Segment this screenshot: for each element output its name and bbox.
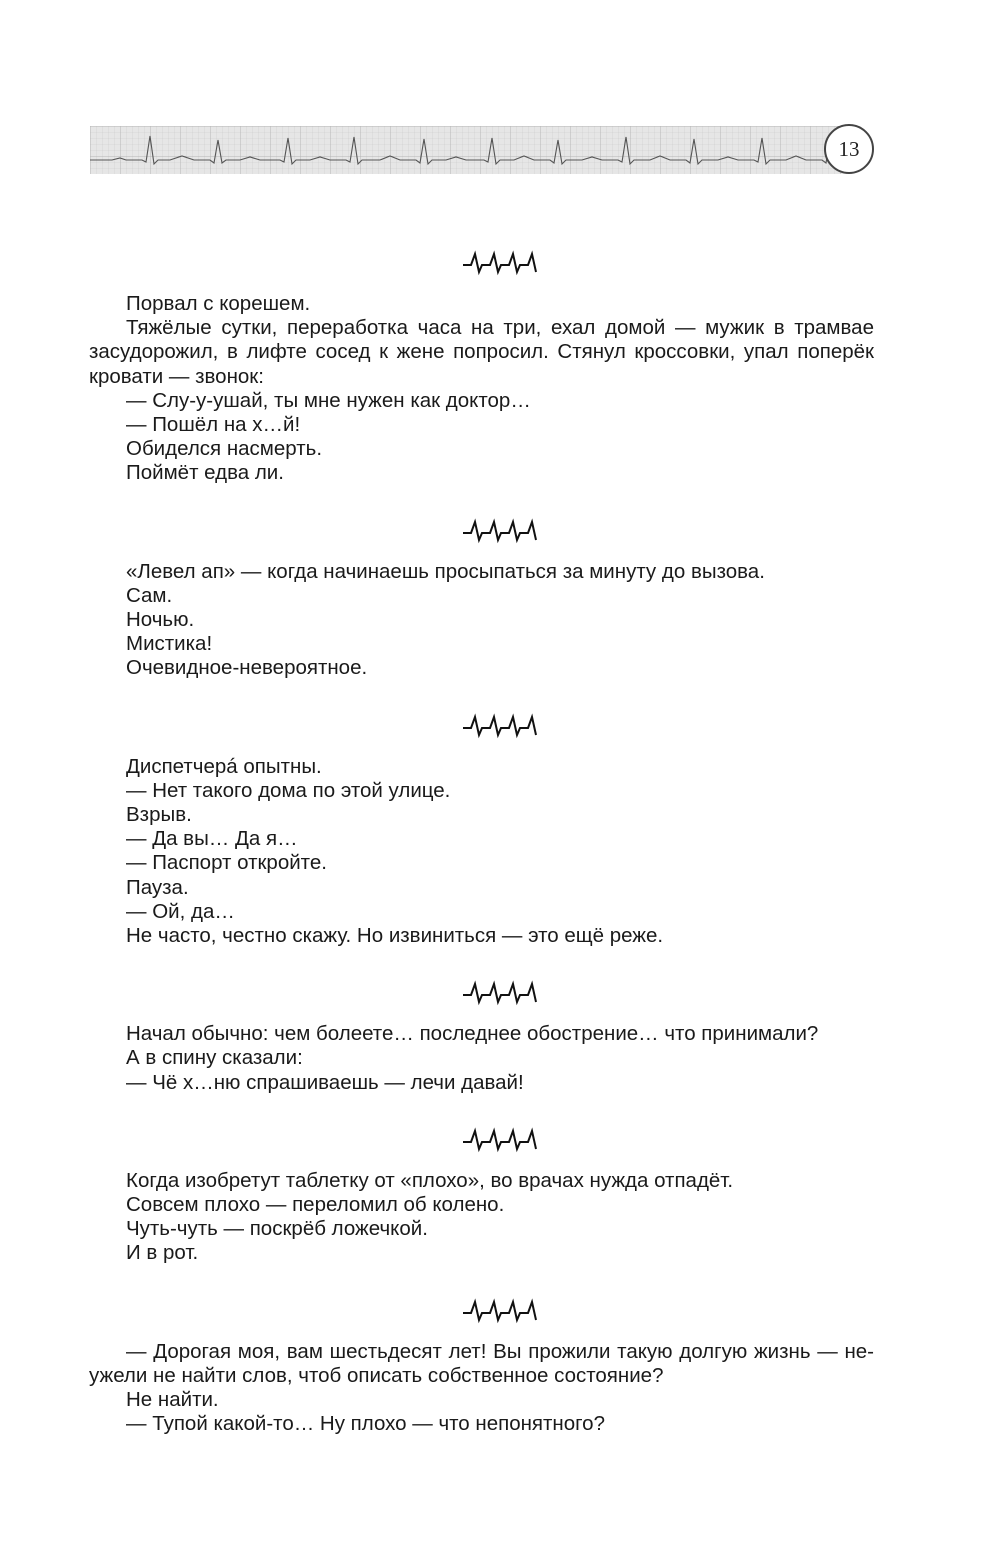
text-line: Совсем плохо — переломил об колено.: [126, 1193, 505, 1217]
text-line: — Пошёл на х…й!: [126, 413, 301, 437]
text-line: Взрыв.: [126, 803, 192, 827]
text-line: — Дорогая моя, вам шестьдесят лет! Вы прожили такую долгую жизнь — не-: [126, 1339, 874, 1363]
text-line: Тяжёлые сутки, переработка часа на три, ехал домой — мужик в трамвае: [126, 316, 874, 340]
text-line: Очевидное-невероятное.: [126, 656, 368, 680]
text-line: Мистика!: [126, 632, 213, 656]
section-divider-ecg-icon: [126, 711, 874, 741]
text-line: Диспетчерá опытны.: [126, 754, 322, 778]
text-line: Пауза.: [126, 875, 189, 899]
text-line: — Тупой какой-то… Ну плохо — что непонятного?: [126, 1412, 605, 1436]
text-line: Порвал с корешем.: [126, 292, 311, 315]
section-divider-ecg-icon: [126, 248, 874, 278]
text-line: засудорожил, в лифте сосед к жене попросил. Стянул кроссовки, упал поперёк: [89, 340, 874, 364]
text-line: Обиделся насмерть.: [126, 437, 323, 461]
text-line: Не найти.: [126, 1388, 219, 1412]
text-section: [126, 560, 874, 681]
text-line: А в спину сказали:: [126, 1046, 303, 1070]
text-line: — Чё х…ню спрашиваешь — лечи давай!: [126, 1070, 524, 1094]
section-divider-ecg-icon: [126, 978, 874, 1008]
text-line: — Паспорт откройте.: [126, 851, 327, 875]
text-line: — Ой, да…: [126, 899, 235, 923]
text-line: Не часто, честно скажу. Но извиниться — это ещё реже.: [126, 924, 664, 948]
text-line: «Левел ап» — когда начинаешь просыпаться за минуту до вызова.: [126, 559, 765, 583]
text-line: Сам.: [126, 583, 173, 607]
page-body: [89, 248, 874, 1467]
text-section: [126, 1169, 874, 1266]
text-section: [89, 292, 874, 486]
text-line: ужели не найти слов, чтоб описать собственное состояние?: [89, 1363, 664, 1387]
text-line: Когда изобретут таблетку от «плохо», во врачах нужда отпадёт.: [126, 1168, 734, 1192]
text-line: кровати — звонок:: [89, 364, 264, 388]
text-line: — Да вы… Да я…: [126, 827, 298, 851]
section-divider-ecg-icon: [126, 1125, 874, 1155]
header-ecg-strip: [90, 126, 850, 174]
text-line: Чуть-чуть — поскрёб ложечкой.: [126, 1217, 428, 1241]
text-line: — Нет такого дома по этой улице.: [126, 778, 451, 802]
text-line: Ночью.: [126, 608, 195, 632]
text-line: И в рот.: [126, 1241, 199, 1265]
section-divider-ecg-icon: [126, 516, 874, 546]
text-line: Начал обычно: чем болеете… последнее обострение… что принимали?: [126, 1022, 819, 1046]
text-line: — Слу-у-ушай, ты мне нужен как доктор…: [126, 388, 531, 412]
ecg-strip-graphic: [90, 126, 850, 174]
page-number: 13: [824, 124, 874, 174]
text-line: Поймёт едва ли.: [126, 461, 284, 485]
text-section: [126, 1022, 874, 1095]
text-section: [126, 755, 874, 949]
text-section: [89, 1339, 874, 1437]
section-divider-ecg-icon: [126, 1296, 874, 1326]
